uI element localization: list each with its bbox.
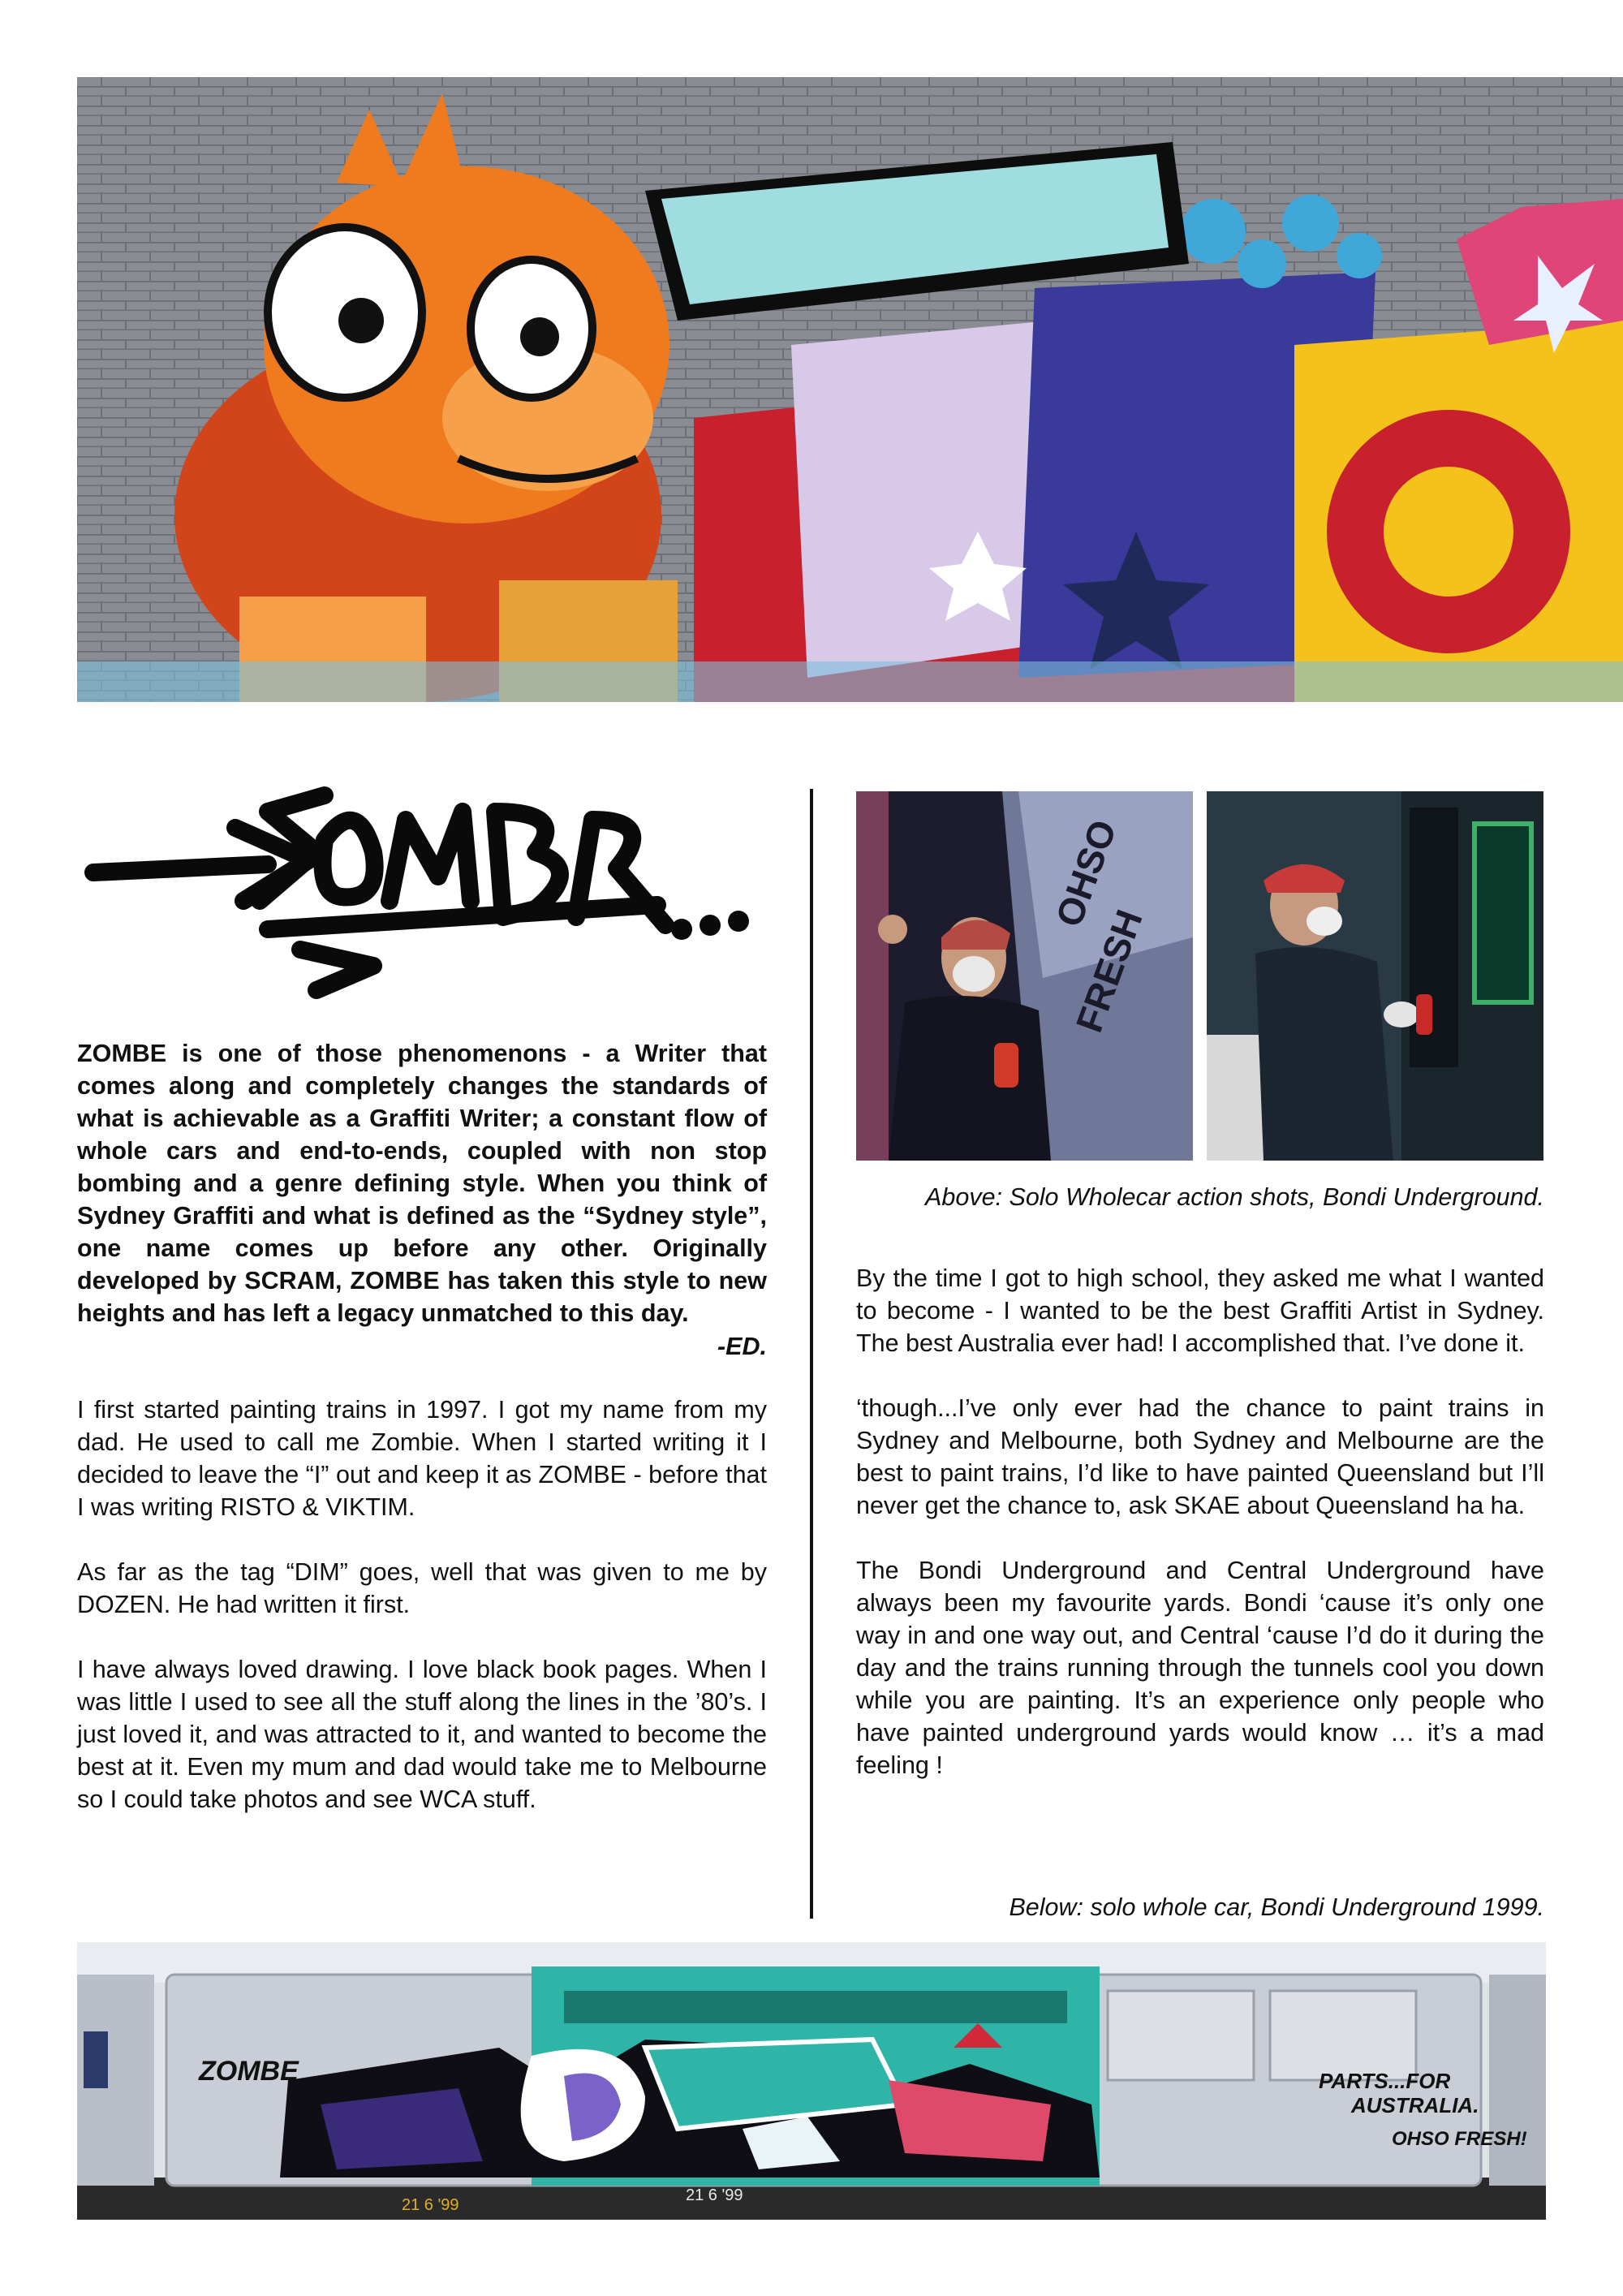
editor-signoff: -ED. — [717, 1333, 767, 1360]
svg-text:OHSO: OHSO — [1047, 814, 1125, 933]
left-column — [77, 1037, 767, 1848]
train-date-2: 21 6 '99 — [686, 2186, 743, 2204]
body-paragraph: The Bondi Underground and Central Underground have always been my favourite yards. Bondi ‘cause it’s only one way in and one way out, and Central ‘cause I’d do it during the day and the trains running through the tunnels cool you down while you are painting. It’s an experience only people who have painted underground yards would know … it’s a mad feeling ! — [856, 1557, 1544, 1779]
caption-above: Above: Solo Wholecar action shots, Bondi Underground. — [925, 1183, 1544, 1211]
zombe-tag-logo — [81, 763, 755, 1006]
body-paragraph: By the time I got to high school, they asked me what I wanted to become - I wanted to be the best Graffiti Artist in Sydney. The best Australia ever had! I accomplished that. I’ve done it. — [856, 1264, 1544, 1357]
column-divider — [810, 789, 813, 1919]
caption-below: Below: solo whole car, Bondi Underground 1999. — [1009, 1893, 1544, 1921]
train-tag-right-2: AUSTRALIA. — [1351, 2093, 1479, 2117]
body-paragraph: As far as the tag “DIM” goes, well that was given to me by DOZEN. He had written it first. — [77, 1558, 767, 1618]
intro-paragraph: ZOMBE is one of those phenomenons - a Writer that comes along and completely changes the standards of what is achievable as a Graffiti Writer; a constant flow of whole cars and end-to-ends, coupled with non stop bombing and a genre defining style. When you think of Sydney Graffiti and what is defined as the “Sydney style”, one name comes up before any other. Originally developed by SCRAM, ZOMBE has taken this style to new heights and has left a legacy unmatched to this day. — [77, 1040, 767, 1327]
body-paragraph: I first started painting trains in 1997. I got my name from my dad. He used to call me Zombie. When I started writing it I decided to leave the “I” out and keep it as ZOMBE - before that I was writing RISTO & VIKTIM. — [77, 1396, 767, 1521]
action-photo-right — [1207, 791, 1543, 1161]
body-paragraph: ‘though...I’ve only ever had the chance to paint trains in Sydney and Melbourne, both Sydney and Melbourne are the best to paint trains, I’d like to have painted Queensland but I’ll never get the chance to, ask SKAE about Queensland ha ha. — [856, 1394, 1544, 1519]
train-tag-right-1: PARTS...FOR — [1319, 2069, 1451, 2093]
body-paragraph: I have always loved drawing. I love black book pages. When I was little I used to see all the stuff along the lines in the ’80’s. I just loved it, and was attracted to it, and wanted to become the best at it. Even my mum and dad would take me to Melbourne so I could take photos and see WCA stuff. — [77, 1656, 767, 1813]
svg-text:FRESH: FRESH — [1067, 904, 1151, 1038]
train-tag-right-3: OHSO FRESH! — [1392, 2128, 1527, 2150]
whole-car-train-photo — [77, 1942, 1546, 2220]
train-date-1: 21 6 '99 — [402, 2196, 459, 2214]
train-tag-left: ZOMBE — [199, 2056, 299, 2087]
action-photo-left — [856, 791, 1193, 1161]
right-column — [856, 1262, 1544, 1814]
kong-mural-photo — [77, 77, 1623, 702]
